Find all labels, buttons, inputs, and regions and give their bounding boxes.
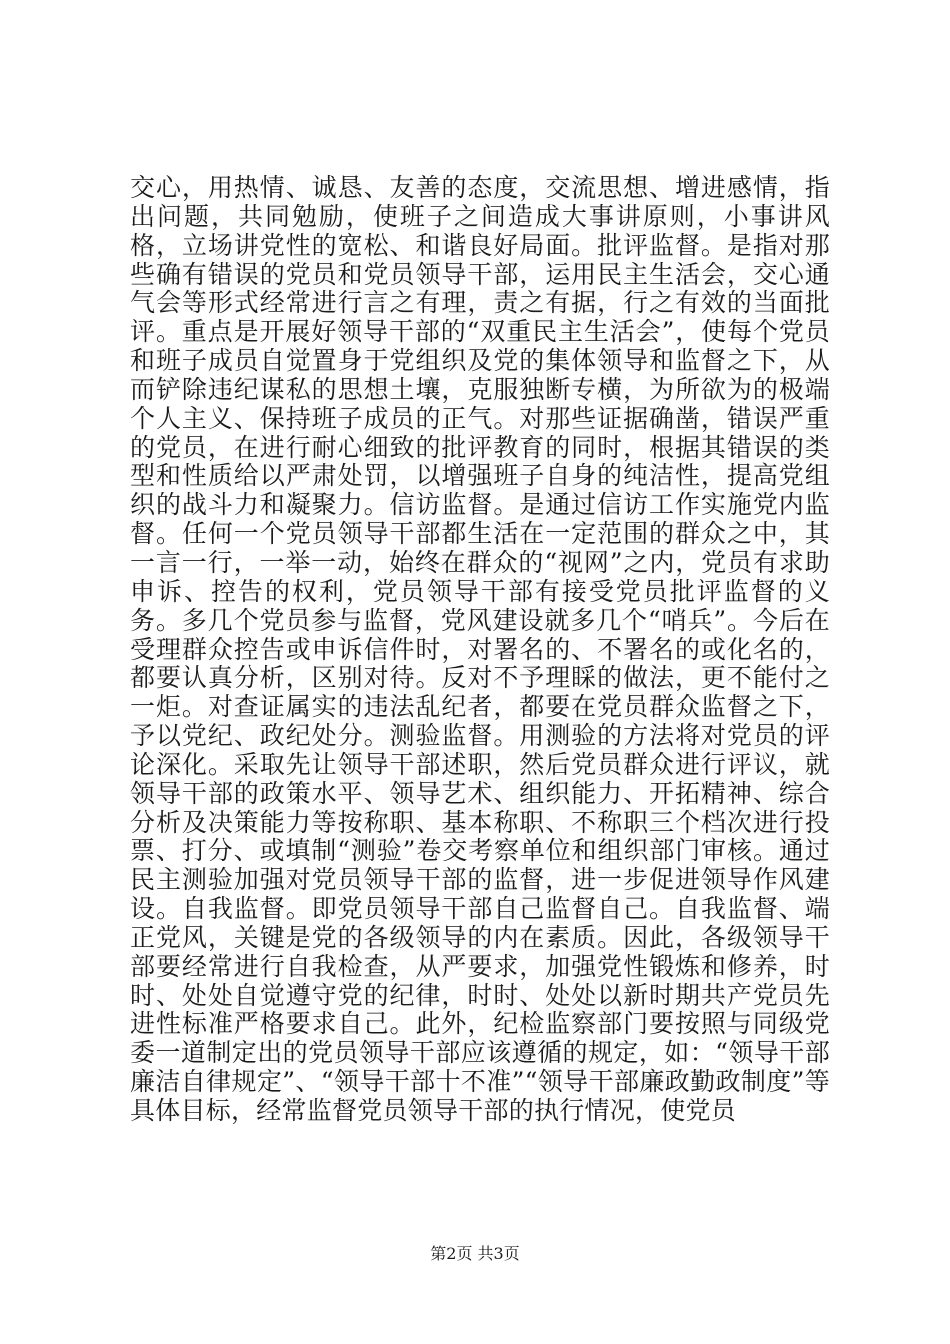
- body-paragraph: 交心，用热情、诚恳、友善的态度，交流思想、增进感情，指出问题，共同勉励，使班子之间造成大事讲原则，小事讲风格，立场讲党性的宽松、和谐良好局面。批评监督。是指对那些确有错误的党员和党员领导干部，运用民主生活会，交心通气会等形式经常进行言之有理，责之有据，行之有效的当面批评。重点是开展好领导干部的“双重民主生活会”，使每个党员和班子成员自觉置身于党组织及党的集体领导和监督之下，从而铲除违纪谋私的思想土壤，克服独断专横，为所欲为的极端个人主义、保持班子成员的正气。对那些证据确凿，错误严重的党员，在进行耐心细致的批评教育的同时，根据其错误的类型和性质给以严肃处罚，以增强班子自身的纯洁性，提高党组织的战斗力和凝聚力。信访监督。是通过信访工作实施党内监督。任何一个党员领导干部都生活在一定范围的群众之中，其一言一行，一举一动，始终在群众的“视网”之内，党员有求助申诉、控告的权利，党员领导干部有接受党员批评监督的义务。多几个党员参与监督，党风建设就多几个“哨兵”。今后在受理群众控告或申诉信件时，对署名的、不署名的或化名的，都要认真分析，区别对待。反对不予理睬的做法，更不能付之一炬。对查证属实的违法乱纪者，都要在党员群众监督之下，予以党纪、政纪处分。测验监督。用测验的方法将对党员的评论深化。采取先让领导干部述职，然后党员群众进行评议，就领导干部的政策水平、领导艺术、组织能力、开拓精神、综合分析及决策能力等按称职、基本称职、不称职三个档次进行投票、打分、或填制“测验”卷交考察单位和组织部门审核。通过民主测验加强对党员领导干部的监督，进一步促进领导作风建设。自我监督。即党员领导干部自己监督自己。自我监督、端正党风，关键是党的各级领导的内在素质。因此，各级领导干部要经常进行自我检查，从严要求，加强党性锻炼和修养，时时、处处自觉遵守党的纪律，时时、处处以新时期共产党员先进性标准严格要求自己。此外，纪检监察部门要按照与同级党委一道制定出的党员领导干部应该遵循的规定，如：“领导干部廉洁自律规定”、“领导干部十不准”“领导干部廉政勤政制度”等具体目标，经常监督党员领导干部的执行情况，使党员: [130, 173, 830, 1125]
- page-number-footer: 第2页 共3页: [430, 1244, 520, 1263]
